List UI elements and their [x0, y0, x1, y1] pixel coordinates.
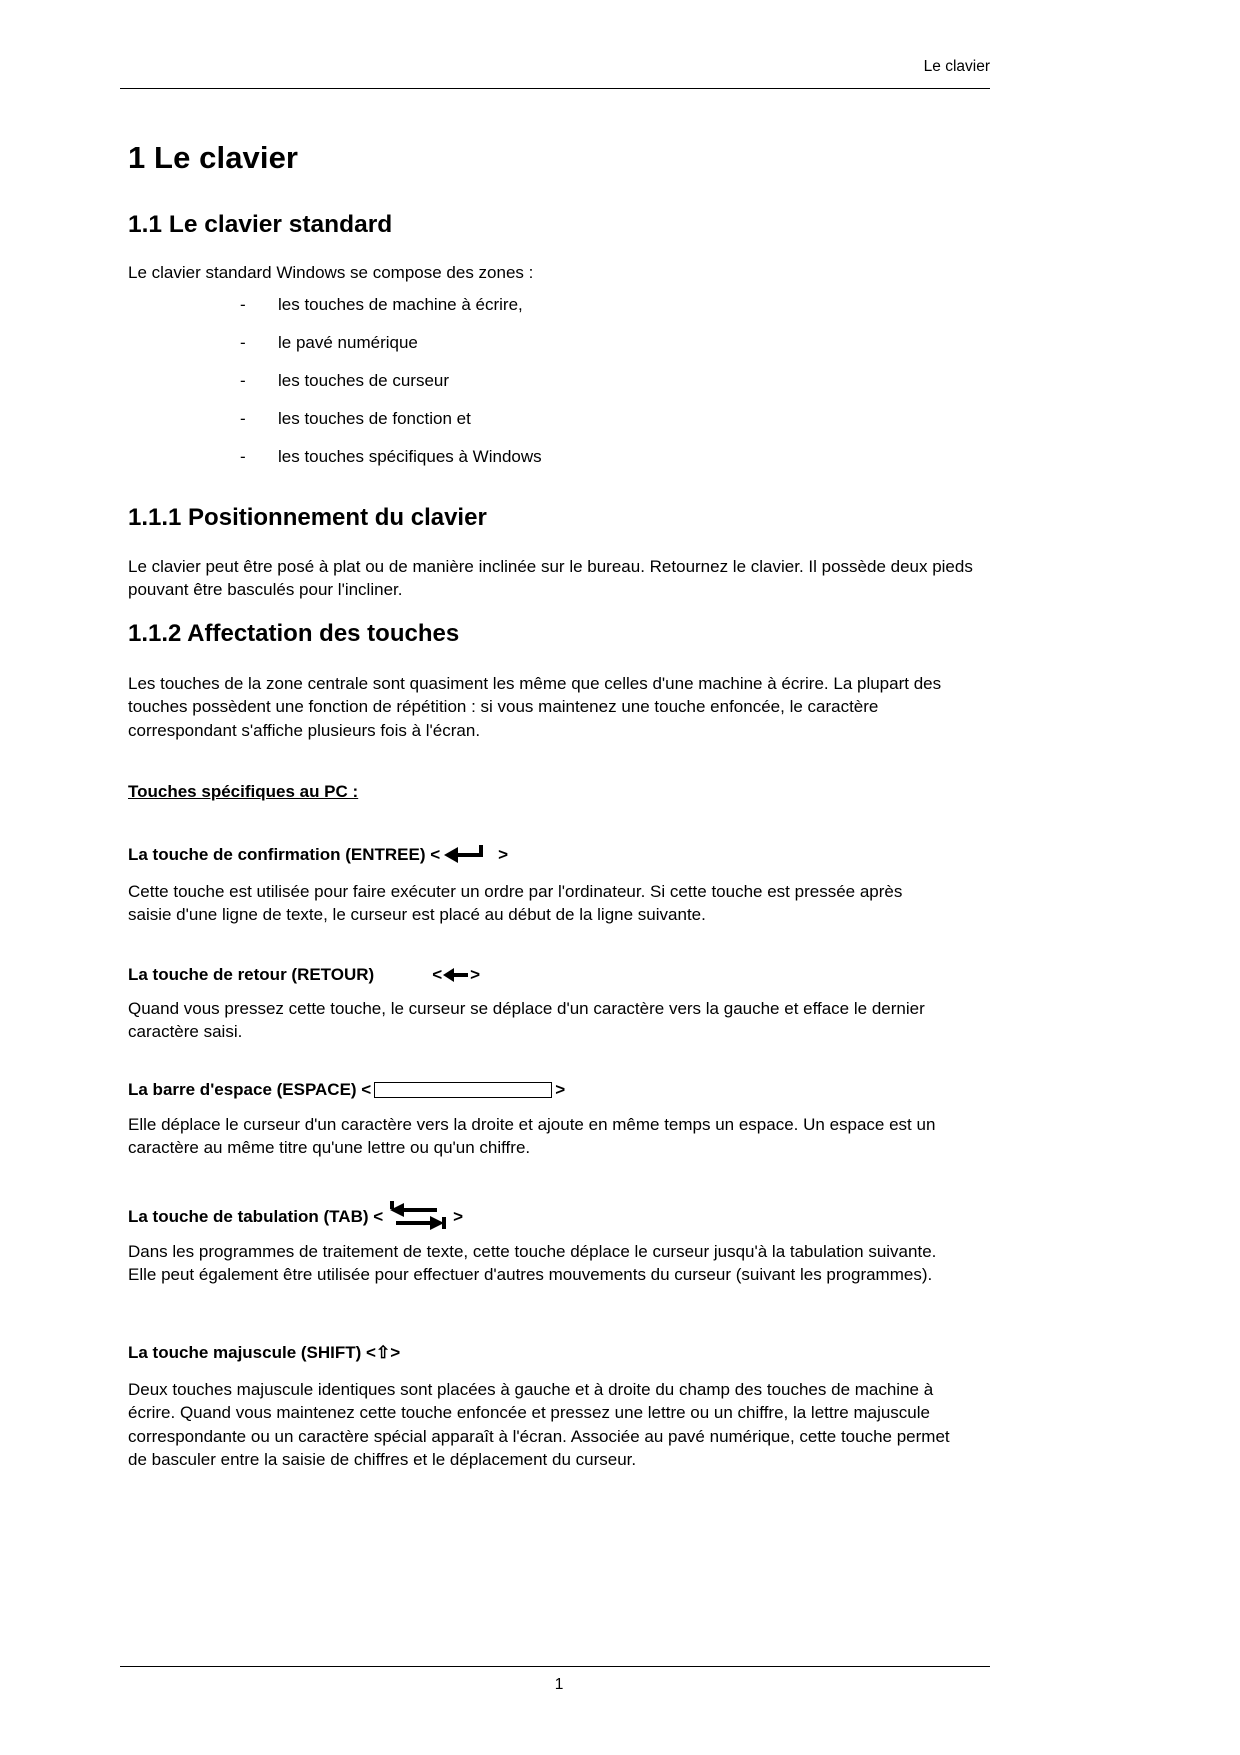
key-label-entree-close: >	[498, 845, 509, 864]
header-divider	[120, 88, 990, 89]
page-header	[128, 58, 990, 77]
key-heading-entree	[128, 845, 508, 865]
footer-divider	[120, 1666, 990, 1667]
list-item-label: les touches spécifiques à Windows	[278, 446, 542, 466]
page-number: 1	[554, 1676, 564, 1693]
key-label-tab: La touche de tabulation (TAB) <	[128, 1207, 384, 1226]
dash-marker: -	[240, 332, 246, 352]
zones-list	[240, 295, 990, 484]
list-item-label: le pavé numérique	[278, 332, 418, 352]
paragraph-positionnement: Le clavier peut être posé à plat ou de manière inclinée sur le bureau. Retournez le clavier. Il possède deux pieds pouvant être basculés pour l'incliner.	[128, 557, 973, 600]
key-heading-tab	[128, 1200, 463, 1234]
paragraph-entree: Cette touche est utilisée pour faire exécuter un ordre par l'ordinateur. Si cette touche est pressée après saisie d'une ligne de texte, le curseur est placé au début de la ligne suivante.	[128, 882, 903, 925]
heading-le-clavier-standard: 1.1 Le clavier standard	[128, 211, 393, 238]
key-label-retour-close: >	[470, 965, 481, 984]
list-item	[240, 295, 990, 315]
key-heading-espace	[128, 1080, 565, 1100]
header-title: Le clavier	[923, 58, 990, 75]
paragraph-espace: Elle déplace le curseur d'un caractère vers la droite et ajoute en même temps un espace. Un espace est un caractère au même titre qu'une lettre ou qu'un chiffre.	[128, 1115, 936, 1158]
intro-paragraph: Le clavier standard Windows se compose des zones :	[128, 263, 534, 282]
key-heading-retour	[128, 965, 480, 985]
page-footer	[128, 1676, 990, 1694]
list-item	[240, 333, 990, 353]
key-label-retour: La touche de retour (RETOUR)	[128, 965, 375, 984]
key-label-shift: La touche majuscule (SHIFT) <	[128, 1343, 376, 1362]
list-item	[240, 447, 990, 467]
key-label-shift-close: >	[390, 1343, 401, 1362]
paragraph-tab: Dans les programmes de traitement de texte, cette touche déplace le curseur jusqu'à la tabulation suivante. Elle peut également être utilisée pour effectuer d'autres mouvements du curseur (suivant les programmes).	[128, 1242, 937, 1285]
dash-marker: -	[240, 446, 246, 466]
paragraph-retour: Quand vous pressez cette touche, le curseur se déplace d'un caractère vers la gauche et efface le dernier caractère saisi.	[128, 999, 925, 1042]
shift-up-arrow-icon: ⇧	[375, 1343, 391, 1362]
list-item-label: les touches de fonction et	[278, 408, 471, 428]
space-bar-icon	[374, 1082, 552, 1098]
key-label-retour-open: <	[432, 965, 443, 984]
heading-positionnement-du-clavier: 1.1.1 Positionnement du clavier	[128, 504, 487, 531]
key-heading-shift	[128, 1343, 400, 1363]
key-label-tab-close: >	[453, 1207, 464, 1226]
paragraph-shift: Deux touches majuscule identiques sont placées à gauche et à droite du champ des touches de machine à écrire. Quand vous maintenez cette touche enfoncée et pressez une lettre ou un chiffre, la lettre majuscule correspondante ou un caractère spécial apparaît à l'écran. Associée au pavé numérique, cette touche permet de basculer entre la saisie de chiffres et le déplacement du curseur.	[128, 1380, 950, 1470]
dash-marker: -	[240, 370, 246, 390]
dash-marker: -	[240, 408, 246, 428]
key-label-espace: La barre d'espace (ESPACE) <	[128, 1080, 372, 1099]
list-item-label: les touches de machine à écrire,	[278, 295, 523, 314]
paragraph-affectation: Les touches de la zone centrale sont quasiment les même que celles d'une machine à écrire. La plupart des touches possèdent une fonction de répétition : si vous maintenez une touche enfoncée, le caractère correspondant s'affiche plusieurs fois à l'écran.	[128, 674, 942, 740]
tab-key-icon	[388, 1200, 450, 1234]
dash-marker: -	[240, 295, 246, 314]
subtitle-touches-specifiques: Touches spécifiques au PC :	[128, 782, 359, 801]
list-item	[240, 409, 990, 429]
heading-affectation-des-touches: 1.1.2 Affectation des touches	[128, 620, 460, 647]
backspace-arrow-icon	[443, 966, 469, 984]
page-title: 1 Le clavier	[128, 140, 299, 175]
list-item-label: les touches de curseur	[278, 370, 450, 390]
enter-key-icon	[444, 845, 492, 865]
key-label-espace-close: >	[555, 1080, 566, 1099]
list-item	[240, 371, 990, 391]
key-label-entree: La touche de confirmation (ENTREE) <	[128, 845, 441, 864]
